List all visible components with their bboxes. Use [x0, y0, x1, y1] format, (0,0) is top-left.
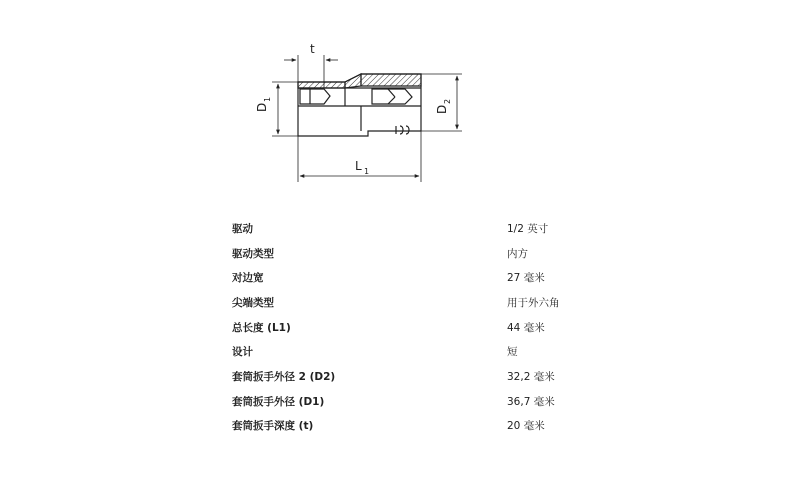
label-t: t: [310, 42, 315, 56]
socket-technical-drawing: [240, 30, 480, 190]
spec-value: 44 毫米: [507, 321, 545, 334]
spec-row: [232, 389, 612, 414]
spec-label: 驱动类型: [232, 247, 274, 260]
spec-value: 用于外六角: [507, 296, 560, 309]
label-d1-sub: 1: [263, 96, 272, 102]
spec-row: [232, 339, 612, 364]
spec-value: 1/2 英寸: [507, 222, 549, 235]
spec-value: 32,2 毫米: [507, 370, 555, 383]
specifications-table: [232, 216, 612, 438]
spec-label: 设计: [232, 346, 253, 359]
spec-label: 对边宽: [232, 272, 264, 285]
label-d1: [255, 97, 272, 112]
label-d2-main: D: [435, 104, 449, 114]
spec-label: 尖端类型: [232, 296, 274, 309]
spec-value: 36,7 毫米: [507, 395, 555, 408]
spec-row: [232, 216, 612, 241]
spec-label: 驱动: [232, 222, 253, 235]
socket-outline: [298, 74, 421, 136]
label-d2-sub: 2: [443, 98, 452, 104]
label-d1-main: D: [255, 102, 269, 112]
spec-row: [232, 241, 612, 266]
spec-value: 27 毫米: [507, 272, 545, 285]
spec-value: 短: [507, 346, 518, 359]
spec-row: [232, 315, 612, 340]
label-l1-main: L: [355, 159, 362, 173]
label-d2: [435, 99, 452, 114]
spec-label: 套筒扳手深度 (t): [232, 420, 314, 433]
spec-value: 20 毫米: [507, 420, 545, 433]
spec-label: 总长度 (L1): [232, 321, 291, 334]
spec-row: [232, 265, 612, 290]
spec-row: [232, 290, 612, 315]
spec-label: 套筒扳手外径 2 (D2): [232, 370, 336, 383]
spec-value: 内方: [507, 247, 528, 260]
spec-row: [232, 364, 612, 389]
label-l1-sub: 1: [364, 167, 370, 176]
spec-label: 套筒扳手外径 (D1): [232, 395, 325, 408]
spec-row: [232, 414, 612, 439]
